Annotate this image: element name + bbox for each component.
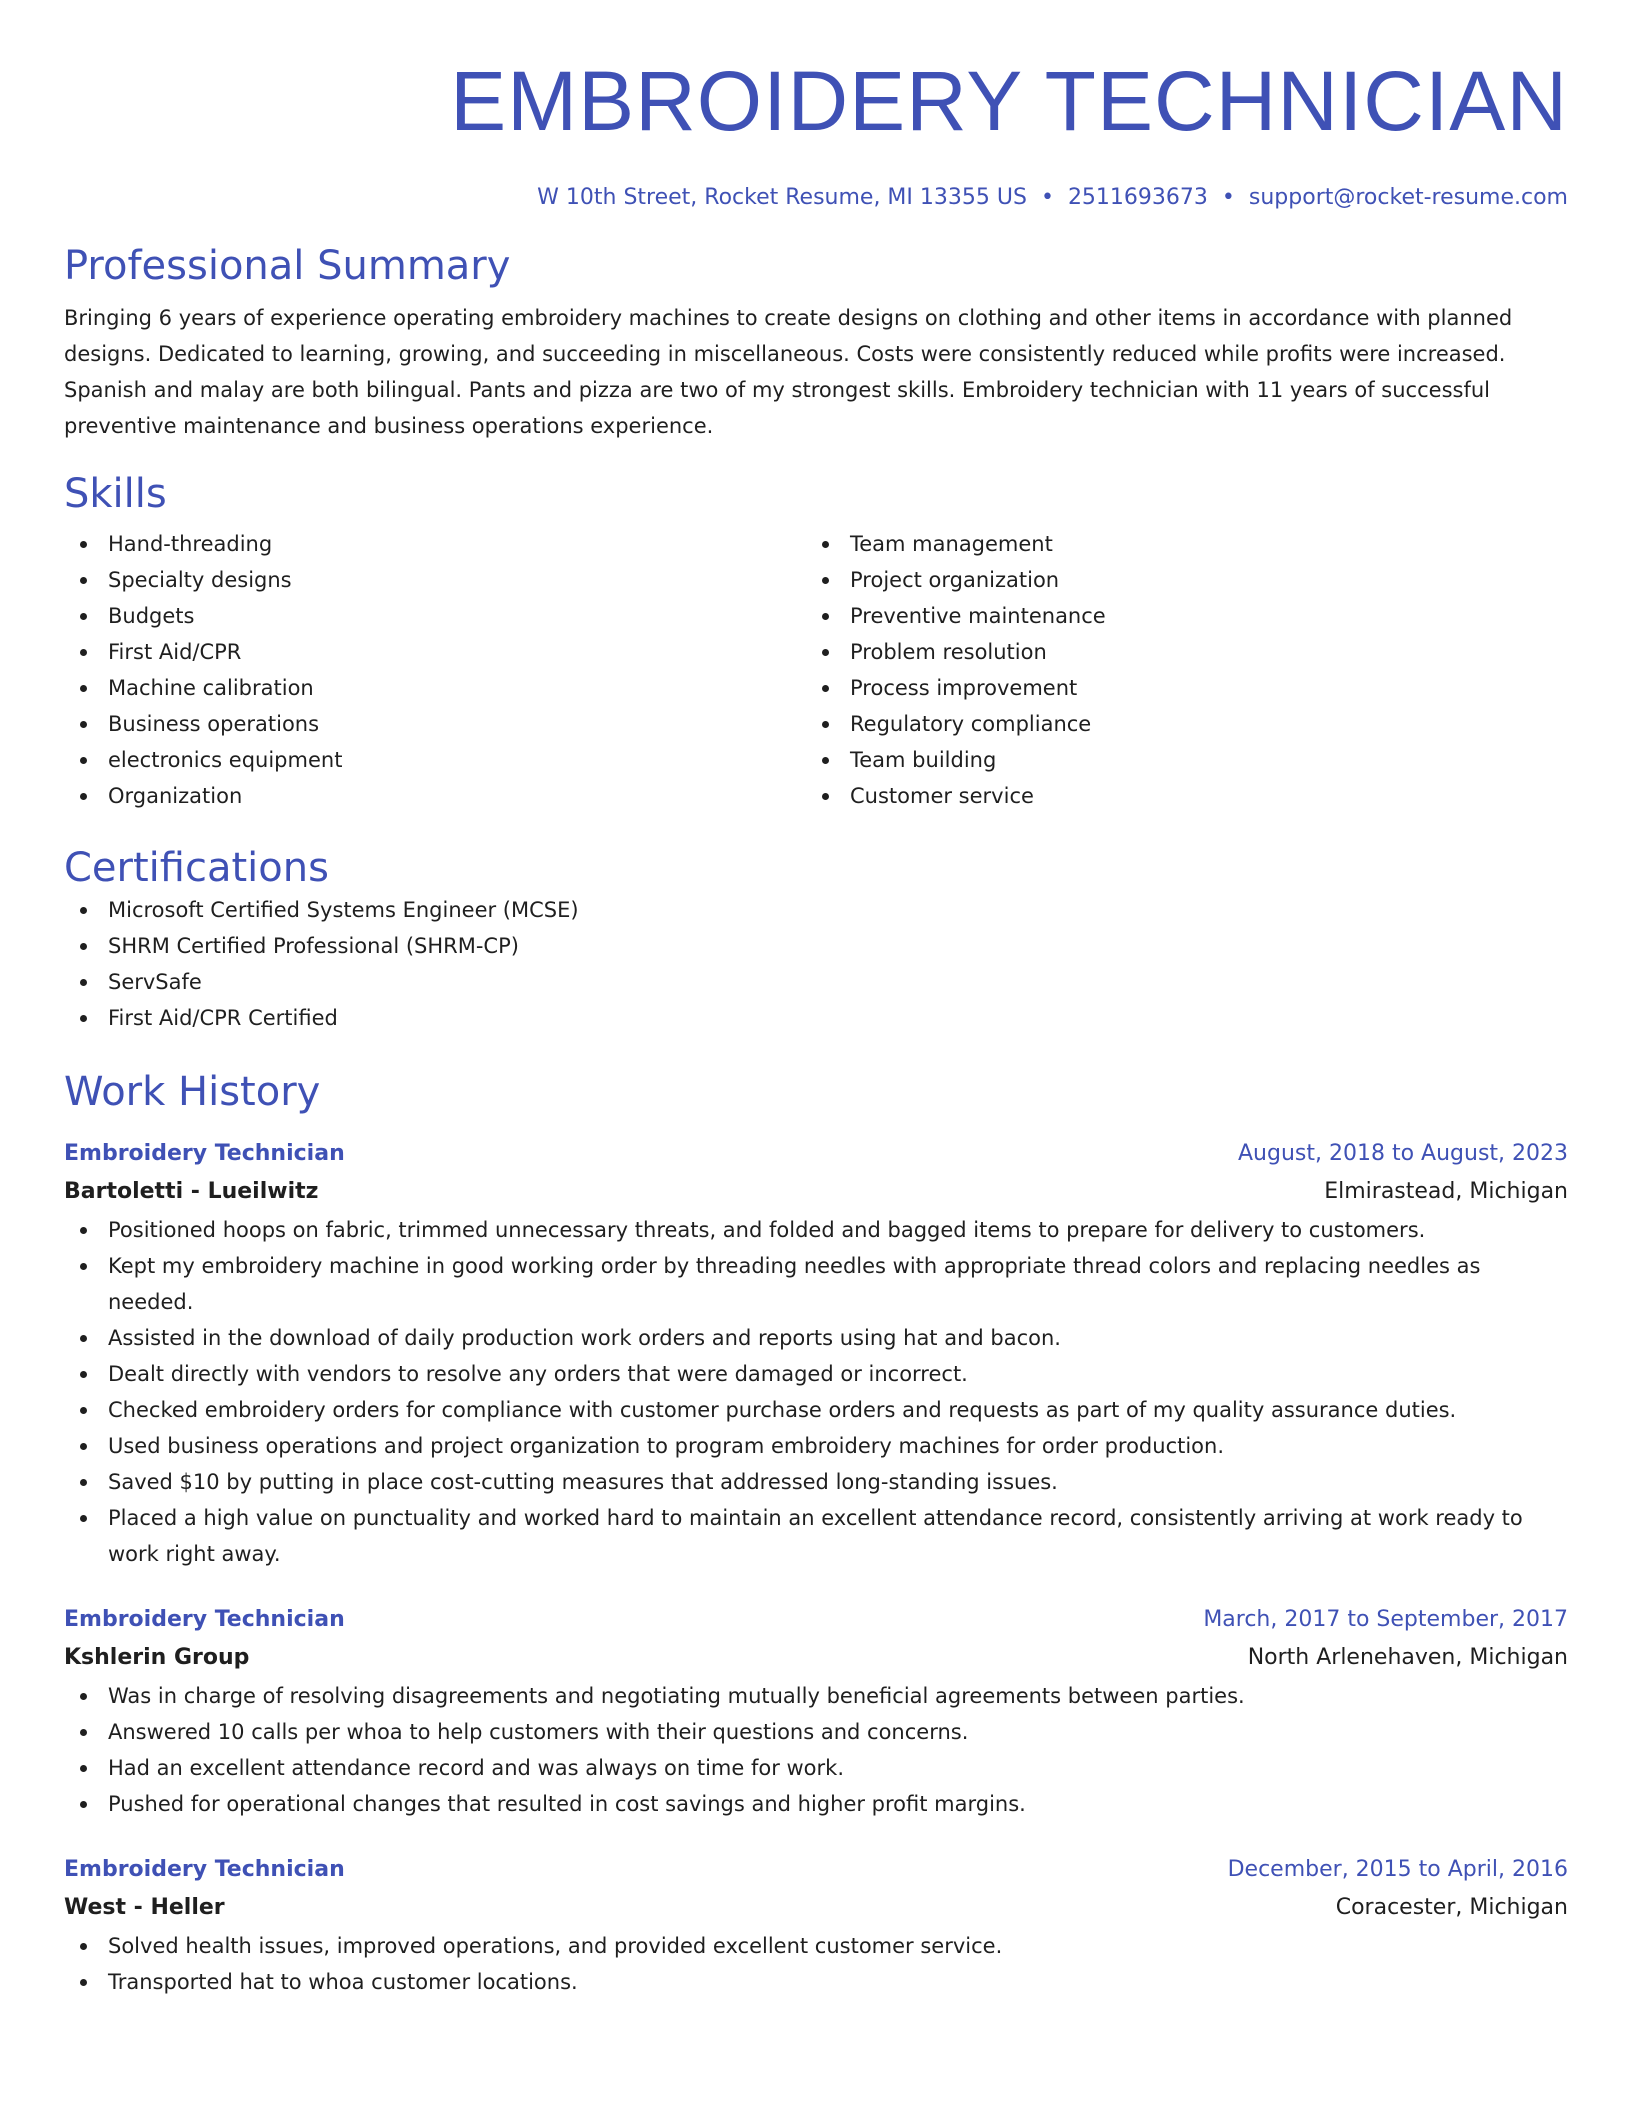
skills-column-right xyxy=(806,526,1548,814)
contact-separator: • xyxy=(1040,185,1054,210)
job-bullet: Solved health issues, improved operations, and provided excellent customer service. xyxy=(64,1928,1568,1964)
job-bullet: Assisted in the download of daily production work orders and reports using hat and bacon. xyxy=(64,1320,1568,1356)
job-location: North Arlenehaven, Michigan xyxy=(1247,1645,1568,1670)
job-bullet-list xyxy=(64,1212,1568,1572)
job-company: West - Heller xyxy=(64,1895,225,1920)
skills-grid xyxy=(64,526,1568,814)
skill-item: electronics equipment xyxy=(64,742,806,778)
skills-list-right xyxy=(806,526,1548,814)
skill-item: Budgets xyxy=(64,598,806,634)
job-company: Kshlerin Group xyxy=(64,1645,250,1670)
contact-separator: • xyxy=(1221,185,1235,210)
certification-item: First Aid/CPR Certified xyxy=(64,1000,1568,1036)
skill-item: Team building xyxy=(806,742,1548,778)
job-dates: August, 2018 to August, 2023 xyxy=(1238,1141,1568,1166)
job-dates: March, 2017 to September, 2017 xyxy=(1203,1607,1568,1632)
contact-line xyxy=(64,184,1568,212)
job-title-row xyxy=(64,1852,1568,1888)
skill-item: Process improvement xyxy=(806,670,1548,706)
job-entry xyxy=(64,1852,1568,2000)
certification-item: ServSafe xyxy=(64,964,1568,1000)
job-dates: December, 2015 to April, 2016 xyxy=(1227,1857,1568,1882)
job-bullet: Answered 10 calls per whoa to help customers with their questions and concerns. xyxy=(64,1714,1568,1750)
contact-email[interactable]: support@rocket-resume.com xyxy=(1248,185,1568,210)
skills-heading: Skills xyxy=(64,471,167,517)
job-title-row xyxy=(64,1136,1568,1172)
job-company-row xyxy=(64,1172,1568,1212)
contact-phone: 2511693673 xyxy=(1067,185,1208,210)
summary-text: Bringing 6 years of experience operating embroidery machines to create designs on clothing and other items in accordance with planned designs. Dedicated to learning, growing, and succeeding in miscellaneous. Costs were consistently reduced while profits were increased. Spanish and malay are both bilingual. Pants and pizza are two of my strongest skills. Embroidery technician with 11 years of successful preventive maintenance and business operations experience. xyxy=(64,306,1513,438)
skill-item: Project organization xyxy=(806,562,1548,598)
job-bullet: Placed a high value on punctuality and worked hard to maintain an excellent attendance record, consistently arriving at work ready to work right away. xyxy=(64,1500,1568,1572)
skill-item: Business operations xyxy=(64,706,806,742)
skill-item: Machine calibration xyxy=(64,670,806,706)
job-bullet: Used business operations and project organization to program embroidery machines for order production. xyxy=(64,1428,1568,1464)
certification-item: Microsoft Certified Systems Engineer (MCSE) xyxy=(64,892,1568,928)
skill-item: Customer service xyxy=(806,778,1548,814)
skills-column-left xyxy=(64,526,806,814)
job-location: Elmirastead, Michigan xyxy=(1324,1179,1568,1204)
skill-item: Specialty designs xyxy=(64,562,806,598)
job-company-row xyxy=(64,1638,1568,1678)
job-location: Coracester, Michigan xyxy=(1335,1895,1568,1920)
job-bullet: Positioned hoops on fabric, trimmed unnecessary threats, and folded and bagged items to prepare for delivery to customers. xyxy=(64,1212,1568,1248)
certifications-heading: Certifications xyxy=(64,845,329,891)
certifications-list xyxy=(64,892,1568,1036)
job-title: Embroidery Technician xyxy=(64,1607,345,1632)
job-bullet: Dealt directly with vendors to resolve any orders that were damaged or incorrect. xyxy=(64,1356,1568,1392)
skills-list-left xyxy=(64,526,806,814)
job-title-row xyxy=(64,1602,1568,1638)
job-entry xyxy=(64,1136,1568,1572)
work-history-list xyxy=(64,1136,1568,2000)
job-bullet: Pushed for operational changes that resulted in cost savings and higher profit margins. xyxy=(64,1786,1568,1822)
skill-item: Team management xyxy=(806,526,1548,562)
job-title: Embroidery Technician xyxy=(64,1141,345,1166)
job-bullet: Had an excellent attendance record and was always on time for work. xyxy=(64,1750,1568,1786)
summary-heading: Professional Summary xyxy=(64,243,511,289)
job-bullet: Was in charge of resolving disagreements and negotiating mutually beneficial agreements between parties. xyxy=(64,1678,1568,1714)
certification-item: SHRM Certified Professional (SHRM-CP) xyxy=(64,928,1568,964)
job-bullet: Kept my embroidery machine in good working order by threading needles with appropriate thread colors and replacing needles as needed. xyxy=(64,1248,1568,1320)
job-bullet: Checked embroidery orders for compliance with customer purchase orders and requests as part of my quality assurance duties. xyxy=(64,1392,1568,1428)
skill-item: Preventive maintenance xyxy=(806,598,1548,634)
job-entry xyxy=(64,1602,1568,1822)
job-title: Embroidery Technician xyxy=(64,1857,345,1882)
contact-address: W 10th Street, Rocket Resume, MI 13355 US xyxy=(537,185,1027,210)
skill-item: First Aid/CPR xyxy=(64,634,806,670)
job-company-row xyxy=(64,1888,1568,1928)
skill-item: Organization xyxy=(64,778,806,814)
job-bullet-list xyxy=(64,1678,1568,1822)
skill-item: Problem resolution xyxy=(806,634,1548,670)
job-bullet-list xyxy=(64,1928,1568,2000)
job-company: Bartoletti - Lueilwitz xyxy=(64,1179,319,1204)
resume-page xyxy=(64,0,1568,2000)
skill-item: Hand-threading xyxy=(64,526,806,562)
job-bullet: Saved $10 by putting in place cost-cutting measures that addressed long-standing issues. xyxy=(64,1464,1568,1500)
work-history-heading: Work History xyxy=(64,1069,321,1115)
job-bullet: Transported hat to whoa customer locations. xyxy=(64,1964,1568,2000)
resume-name: EMBROIDERY TECHNICIAN xyxy=(450,54,1568,148)
skill-item: Regulatory compliance xyxy=(806,706,1548,742)
